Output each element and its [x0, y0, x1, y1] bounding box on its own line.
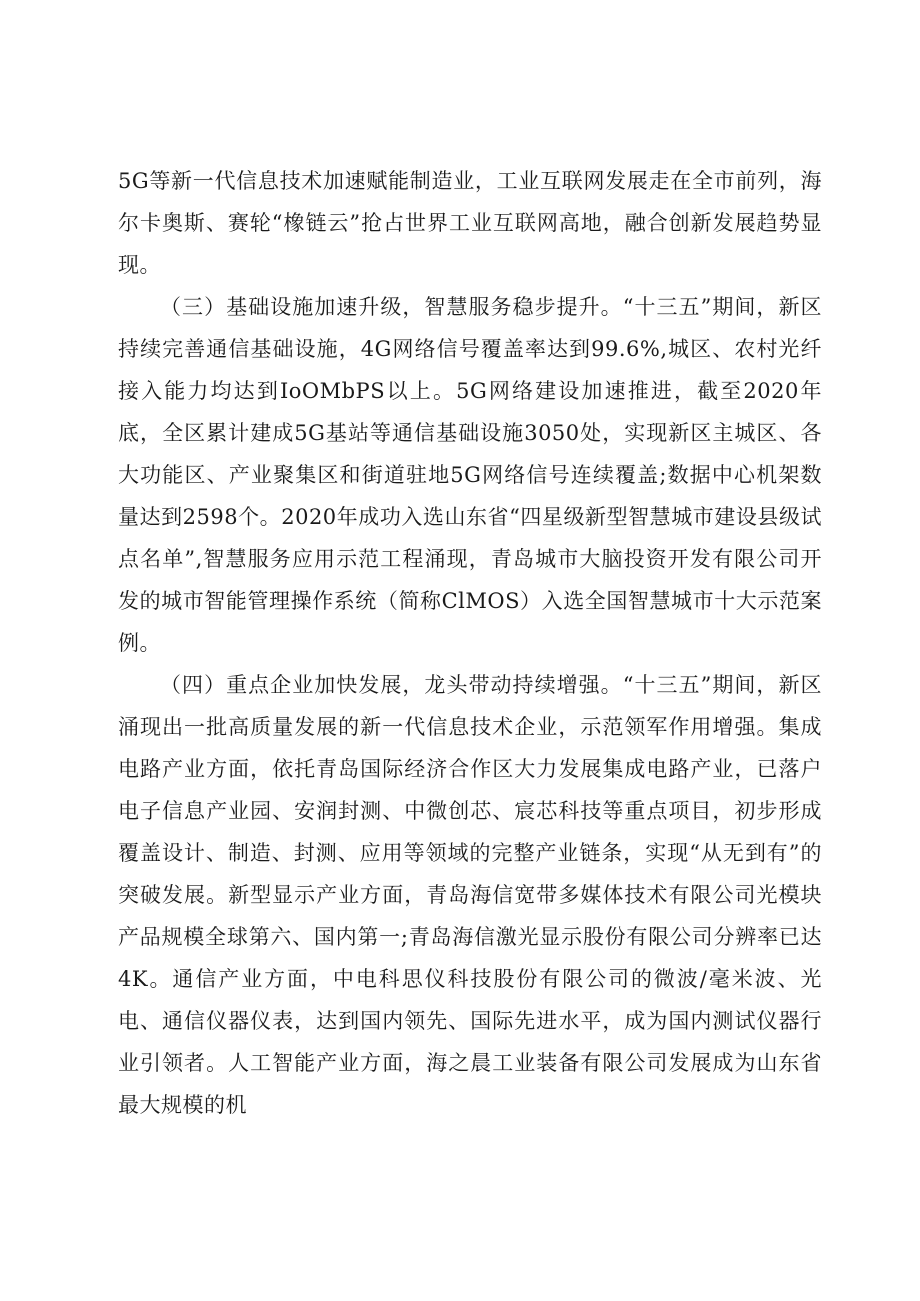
paragraph-continuation: 5G等新一代信息技术加速赋能制造业，工业互联网发展走在全市前列，海尔卡奥斯、赛轮“橡链云”抢占世界工业互联网高地，融合创新发展趋势显现。 — [118, 169, 822, 277]
paragraph-key-enterprises: （四）重点企业加快发展，龙头带动持续增强。“十三五”期间，新区涌现出一批高质量发展的新一代信息技术企业，示范领军作用增强。集成电路产业方面，依托青岛国际经济合作区大力发展集成电路产业，已落户电子信息产业园、安润封测、中微创芯、宸芯科技等重点项目，初步形成覆盖设计、制造、封测、应用等领域的完整产业链条，实现“从无到有”的突破发展。新型显示产业方面，青岛海信宽带多媒体技术有限公司光模块产品规模全球第六、国内第一;青岛海信激光显示股份有限公司分辨率已达4K。通信产业方面，中电科思仪科技股份有限公司的微波/毫米波、光电、通信仪器仪表，达到国内领先、国际先进水平，成为国内测试仪器行业引领者。人工智能产业方面，海之晨工业装备有限公司发展成为山东省最大规模的机 — [118, 673, 822, 1117]
document-body — [118, 160, 822, 1126]
paragraph-infrastructure: （三）基础设施加速升级，智慧服务稳步提升。“十三五”期间，新区持续完善通信基础设施，4G网络信号覆盖率达到99.6%,城区、农村光纤接入能力均达到IoOMbPS以上。5G网络建设加速推进，截至2020年底，全区累计建成5G基站等通信基础设施3050处，实现新区主城区、各大功能区、产业聚集区和街道驻地5G网络信号连续覆盖;数据中心机架数量达到2598个。2020年成功入选山东省“四星级新型智慧城市建设县级试点名单”,智慧服务应用示范工程涌现，青岛城市大脑投资开发有限公司开发的城市智能管理操作系统（简称ClMOS）入选全国智慧城市十大示范案例。 — [118, 295, 822, 655]
